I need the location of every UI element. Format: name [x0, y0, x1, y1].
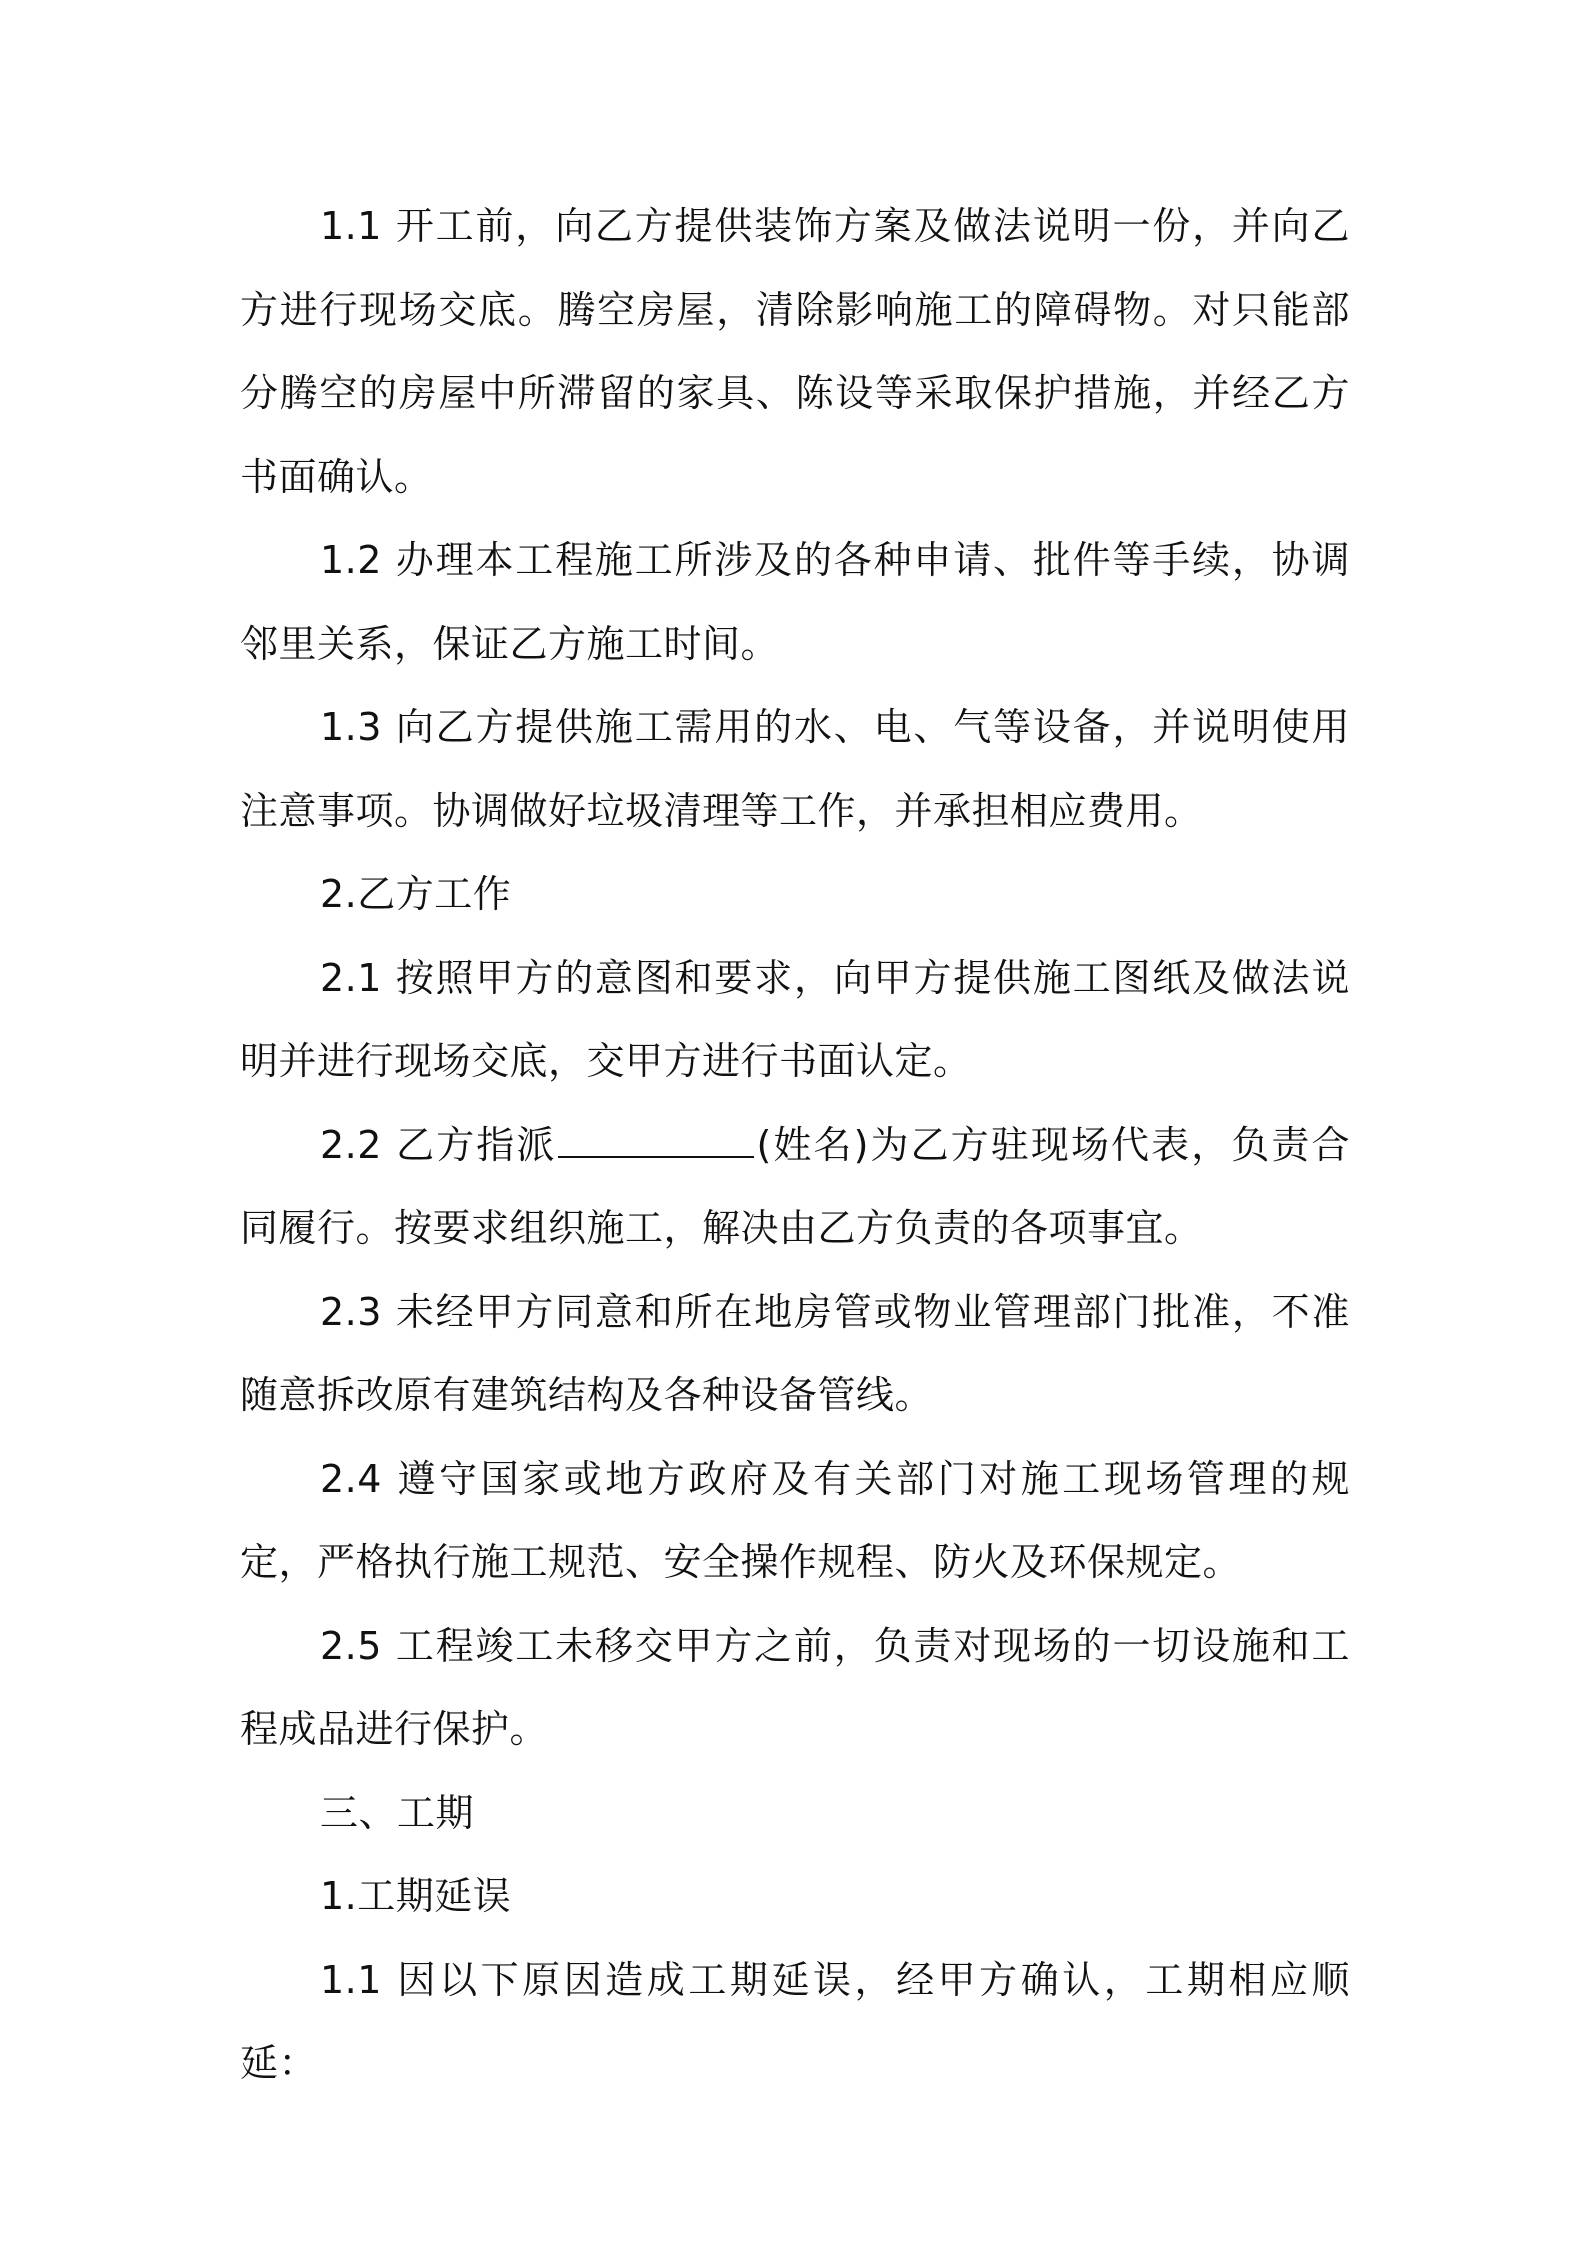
clause-2-2 — [240, 1104, 1350, 1271]
document-body — [240, 185, 1350, 2106]
clause-2-4: 2.4 遵守国家或地方政府及有关部门对施工现场管理的规定，严格执行施工规范、安全操作规程、防火及环保规定。 — [240, 1456, 1350, 1584]
subheading-schedule-delay: 1.工期延误 — [320, 1874, 512, 1918]
clause-1-3: 1.3 向乙方提供施工需用的水、电、气等设备，并说明使用注意事项。协调做好垃圾清理等工作，并承担相应费用。 — [240, 705, 1350, 833]
name-blank-line[interactable] — [558, 1126, 754, 1158]
clause-1-2: 1.2 办理本工程施工所涉及的各种申请、批件等手续，协调邻里关系，保证乙方施工时间。 — [240, 538, 1350, 666]
section-heading-party-b-work: 2.乙方工作 — [320, 872, 512, 916]
clause-2-3: 2.3 未经甲方同意和所在地房管或物业管理部门批准，不准随意拆改原有建筑结构及各种设备管线。 — [240, 1289, 1350, 1417]
clause-2-2-prefix: 2.2 乙方指派 — [320, 1122, 557, 1167]
clause-2-5: 2.5 工程竣工未移交甲方之前，负责对现场的一切设施和工程成品进行保护。 — [240, 1623, 1350, 1751]
clause-2-1: 2.1 按照甲方的意图和要求，向甲方提供施工图纸及做法说明并进行现场交底，交甲方进行书面认定。 — [240, 955, 1350, 1083]
clause-3-1-1: 1.1 因以下原因造成工期延误，经甲方确认，工期相应顺延： — [240, 1957, 1350, 2085]
section-heading-schedule: 三、工期 — [320, 1790, 475, 1835]
clause-1-1: 1.1 开工前，向乙方提供装饰方案及做法说明一份，并向乙方进行现场交底。腾空房屋，清除影响施工的障碍物。对只能部分腾空的房屋中所滞留的家具、陈设等采取保护措施，并经乙方书面确认。 — [240, 204, 1350, 499]
clause-2-2-suffix: (姓名)为乙方驻现场代表，负责合同履行。按要求组织施工，解决由乙方负责的各项事宜。 — [240, 1122, 1351, 1250]
